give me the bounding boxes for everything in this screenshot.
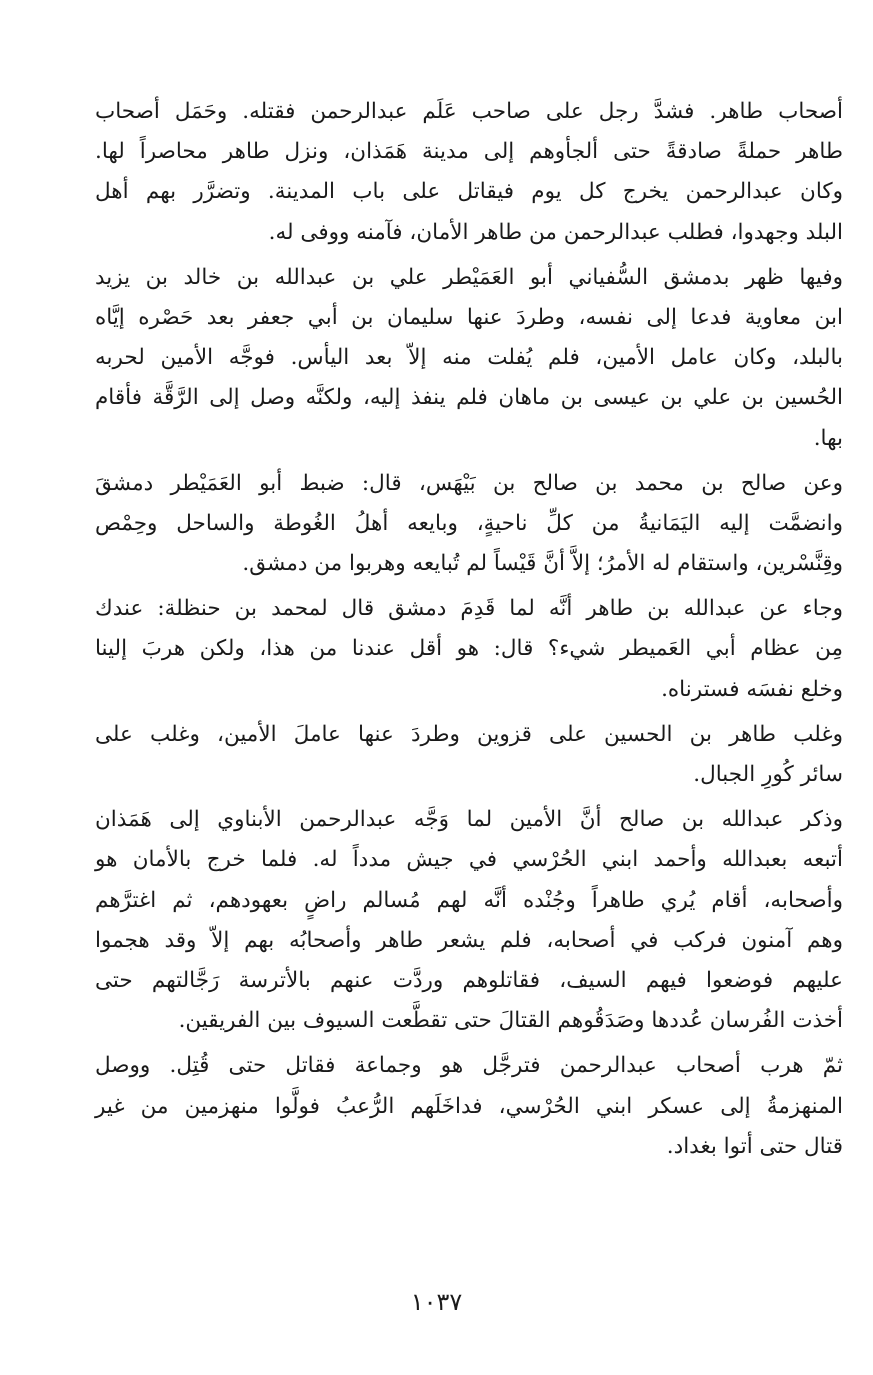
paragraph-6 [95, 800, 843, 1041]
text-line: أصحاب طاهر. فشدَّ رجل على صاحب عَلَم عبدالرحمن فقتله. وحَمَل أصحاب [95, 99, 843, 124]
paragraph-3 [95, 464, 843, 585]
text-line: وانضمَّت إليه اليَمَانيةُ من كلِّ ناحيةٍ، وبايعه أهلُ الغُوطة والساحل وحِمْص [95, 510, 843, 536]
text-line: المنهزمةُ إلى عسكر ابني الحُرْسي، فداخَلَهم الرُّعبُ فولَّوا منهزمين من غير [95, 1093, 843, 1119]
body-text [95, 92, 843, 1172]
text-line: أخذت الفُرسان عُددها وصَدَقُوهم القتالَ حتى تقطَّعت السيوف بين الفريقين. [178, 1008, 843, 1034]
text-line: وأصحابه، أقام يُري طاهراً وجُنْده أنَّه لهم مُسالم راضٍ بعهودهم، ثم اغترَّهم [95, 887, 843, 913]
text-line: بالبلد، وكان عامل الأمين، فلم يُفلت منه إلاّ بعد اليأس. فوجَّه الأمين لحربه [95, 345, 843, 371]
text-line: قتال حتى أتوا بغداد. [666, 1133, 843, 1159]
text-line: وذكر عبدالله بن صالح أنَّ الأمين لما وَجَّه عبدالرحمن الأبناوي إلى هَمَذان [95, 807, 843, 833]
text-line: سائر كُورِ الجبال. [693, 762, 843, 787]
paragraph-7 [95, 1046, 843, 1167]
text-line: وخلع نفسَه فسترناه. [661, 676, 843, 702]
text-line: وكان عبدالرحمن يخرج كل يوم فيقاتل على باب المدينة. وتضرَّر بهم أهل [95, 179, 843, 205]
text-line: بها. [813, 425, 843, 451]
text-line: وجاء عن عبدالله بن طاهر أنَّه لما قَدِمَ دمشق قال لمحمد بن حنظلة: عندك [95, 596, 843, 622]
text-line: الحُسين بن علي بن عيسى بن ماهان فلم ينفذ إليه، ولكنَّه وصل إلى الرَّقَّة فأقام [95, 385, 843, 411]
text-line: وهم آمنون فركب في أصحابه، فلم يشعر طاهر وأصحابُه بهم إلاّ وقد هجموا [95, 927, 843, 953]
text-line: مِن عظام أبي العَميطر شيء؟ قال: هو أقل عندنا من هذا، ولكن هربَ إلينا [95, 636, 843, 662]
text-line: ثمّ هرب أصحاب عبدالرحمن فترجَّل هو وجماعة فقاتل حتى قُتِل. ووصل [95, 1053, 843, 1079]
text-line: ابن معاوية فدعا إلى نفسه، وطردَ عنها سليمان بن أبي جعفر بعد حَصْره إيَّاه [95, 304, 843, 330]
text-line: وفيها ظهر بدمشق السُّفياني أبو العَمَيْطر علي بن عبدالله بن خالد بن يزيد [95, 264, 843, 290]
page-number: ١٠٣٧ [410, 1288, 463, 1316]
text-line: عليهم فوضعوا فيهم السيف، فقاتلوهم وردَّت عنهم بالأترسة رَجَّالتهم حتى [95, 967, 843, 993]
text-line: البلد وجهدوا، فطلب عبدالرحمن من طاهر الأمان، فآمنه ووفى له. [268, 219, 843, 245]
text-line: أتبعه بعبدالله وأحمد ابني الحُرْسي في جيش مدداً له. فلما خرج بالأمان هو [95, 847, 843, 873]
text-line: وغلب طاهر بن الحسين على قزوين وطردَ عنها عاملَ الأمين، وغلب على [95, 721, 843, 747]
text-line: طاهر حملةً صادقةً حتى ألجأوهم إلى مدينة هَمَذان، ونزل طاهر محاصراً لها. [95, 139, 843, 165]
paragraph-1 [95, 92, 843, 253]
paragraph-4 [95, 589, 843, 710]
paragraph-2 [95, 258, 843, 459]
paragraph-5 [95, 715, 843, 795]
text-line: وقِنَّسْرين، واستقام له الأمرُ؛ إلاَّ أنَّ قَيْساً لم تُبايعه وهربوا من دمشق. [242, 551, 843, 577]
text-line: وعن صالح بن محمد بن صالح بن بَيْهَس، قال: ضبط أبو العَمَيْطر دمشقَ [95, 470, 843, 496]
